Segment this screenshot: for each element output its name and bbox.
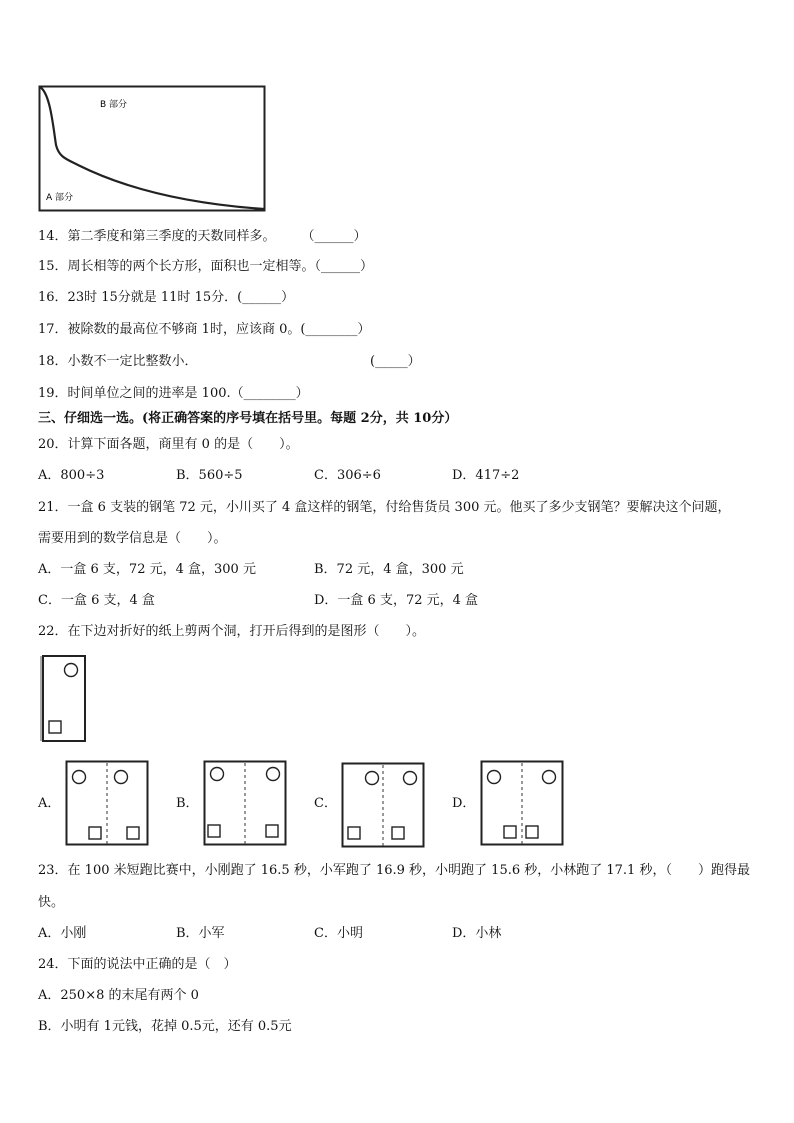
q22-option-a-label: A． (38, 796, 61, 811)
circle-hole (267, 768, 280, 781)
q21-option-b: B．72 元，4 盒，300 元 (314, 562, 464, 577)
q20-option-c: C．306÷6 (314, 468, 381, 483)
question-21-line1: 21．一盒 6 支装的钢笔 72 元，小川买了 4 盒这样的钢笔，付给售货员 300 元。他买了多少支钢笔？要解决这个问题， (38, 500, 731, 515)
figure-curve (40, 87, 264, 209)
question-18: 18．小数不一定比整数小． (38, 354, 198, 369)
q21-option-c: C．一盒 6 支，4 盒 (38, 593, 155, 608)
question-17: 17．被除数的最高位不够商 1时，应该商 0。(________） (38, 322, 371, 337)
circle-hole (488, 771, 501, 784)
square-hole (266, 825, 278, 837)
q23-option-b: B．小军 (176, 926, 225, 941)
q20-option-a: A．800÷3 (38, 468, 105, 483)
q21-option-d: D．一盒 6 支，72 元，4 盒 (314, 593, 479, 608)
q20-option-d: D．417÷2 (452, 468, 520, 483)
circle-hole (211, 768, 224, 781)
question-19: 19．时间单位之间的进率是 100.（________） (38, 386, 309, 401)
folded-paper-square-hole (49, 721, 61, 733)
question-22: 22．在下边对折好的纸上剪两个洞，打开后得到的是图形（ ）。 (38, 624, 426, 639)
q20-option-b: B．560÷5 (176, 468, 243, 483)
circle-hole (115, 771, 128, 784)
q23-option-a: A．小刚 (38, 926, 87, 941)
question-16: 16．23时 15分就是 11时 15分．(______） (38, 290, 295, 305)
q22-option-c-figure (341, 762, 425, 848)
folded-paper-circle-hole (65, 664, 78, 677)
square-hole (392, 827, 404, 839)
question-20: 20．计算下面各题，商里有 0 的是（ ）。 (38, 437, 299, 452)
q22-option-a-figure (65, 760, 149, 846)
question-24: 24．下面的说法中正确的是（ ） (38, 957, 237, 972)
q22-option-b-figure (203, 760, 287, 846)
square-hole (89, 827, 101, 839)
question-23-line1: 23．在 100 米短跑比赛中，小刚跑了 16.5 秒，小军跑了 16.9 秒，小明跑了 15.6 秒，小林跑了 17.1 秒，（ ）跑得最 (38, 863, 750, 878)
question-23-line2: 快。 (38, 895, 65, 910)
q24-option-a: A．250×8 的末尾有两个 0 (38, 988, 199, 1003)
q22-option-d-label: D． (452, 796, 476, 811)
square-hole (208, 825, 220, 837)
q22-option-d-figure (480, 760, 564, 846)
question-21-line2: 需要用到的数学信息是（ ）。 (38, 531, 227, 546)
q23-option-c: C．小明 (314, 926, 363, 941)
square-hole (348, 827, 360, 839)
circle-hole (73, 771, 86, 784)
curve-figure (38, 85, 266, 213)
question-14: 14．第二季度和第三季度的天数同样多。 （______） (38, 229, 367, 244)
figure-label-b: B 部分 (100, 100, 128, 110)
square-hole (127, 827, 139, 839)
q23-option-d: D．小林 (452, 926, 502, 941)
circle-hole (366, 772, 379, 785)
q24-option-b: B．小明有 1元钱，花掉 0.5元，还有 0.5元 (38, 1019, 292, 1034)
square-hole (526, 826, 538, 838)
square-hole (504, 826, 516, 838)
question-15: 15．周长相等的两个长方形，面积也一定相等。（______） (38, 259, 374, 274)
q22-option-c-label: C． (314, 796, 337, 811)
section-3-title: 三、仔细选一选。(将正确答案的序号填在括号里。每题 2分，共 10分） (38, 411, 458, 426)
folded-paper-figure (40, 654, 88, 744)
q21-option-a: A．一盒 6 支，72 元，4 盒，300 元 (38, 562, 256, 577)
q22-option-b-label: B． (176, 796, 199, 811)
question-18-blank: (_____） (370, 354, 421, 369)
circle-hole (404, 772, 417, 785)
circle-hole (543, 771, 556, 784)
figure-label-a: A 部分 (46, 193, 74, 203)
